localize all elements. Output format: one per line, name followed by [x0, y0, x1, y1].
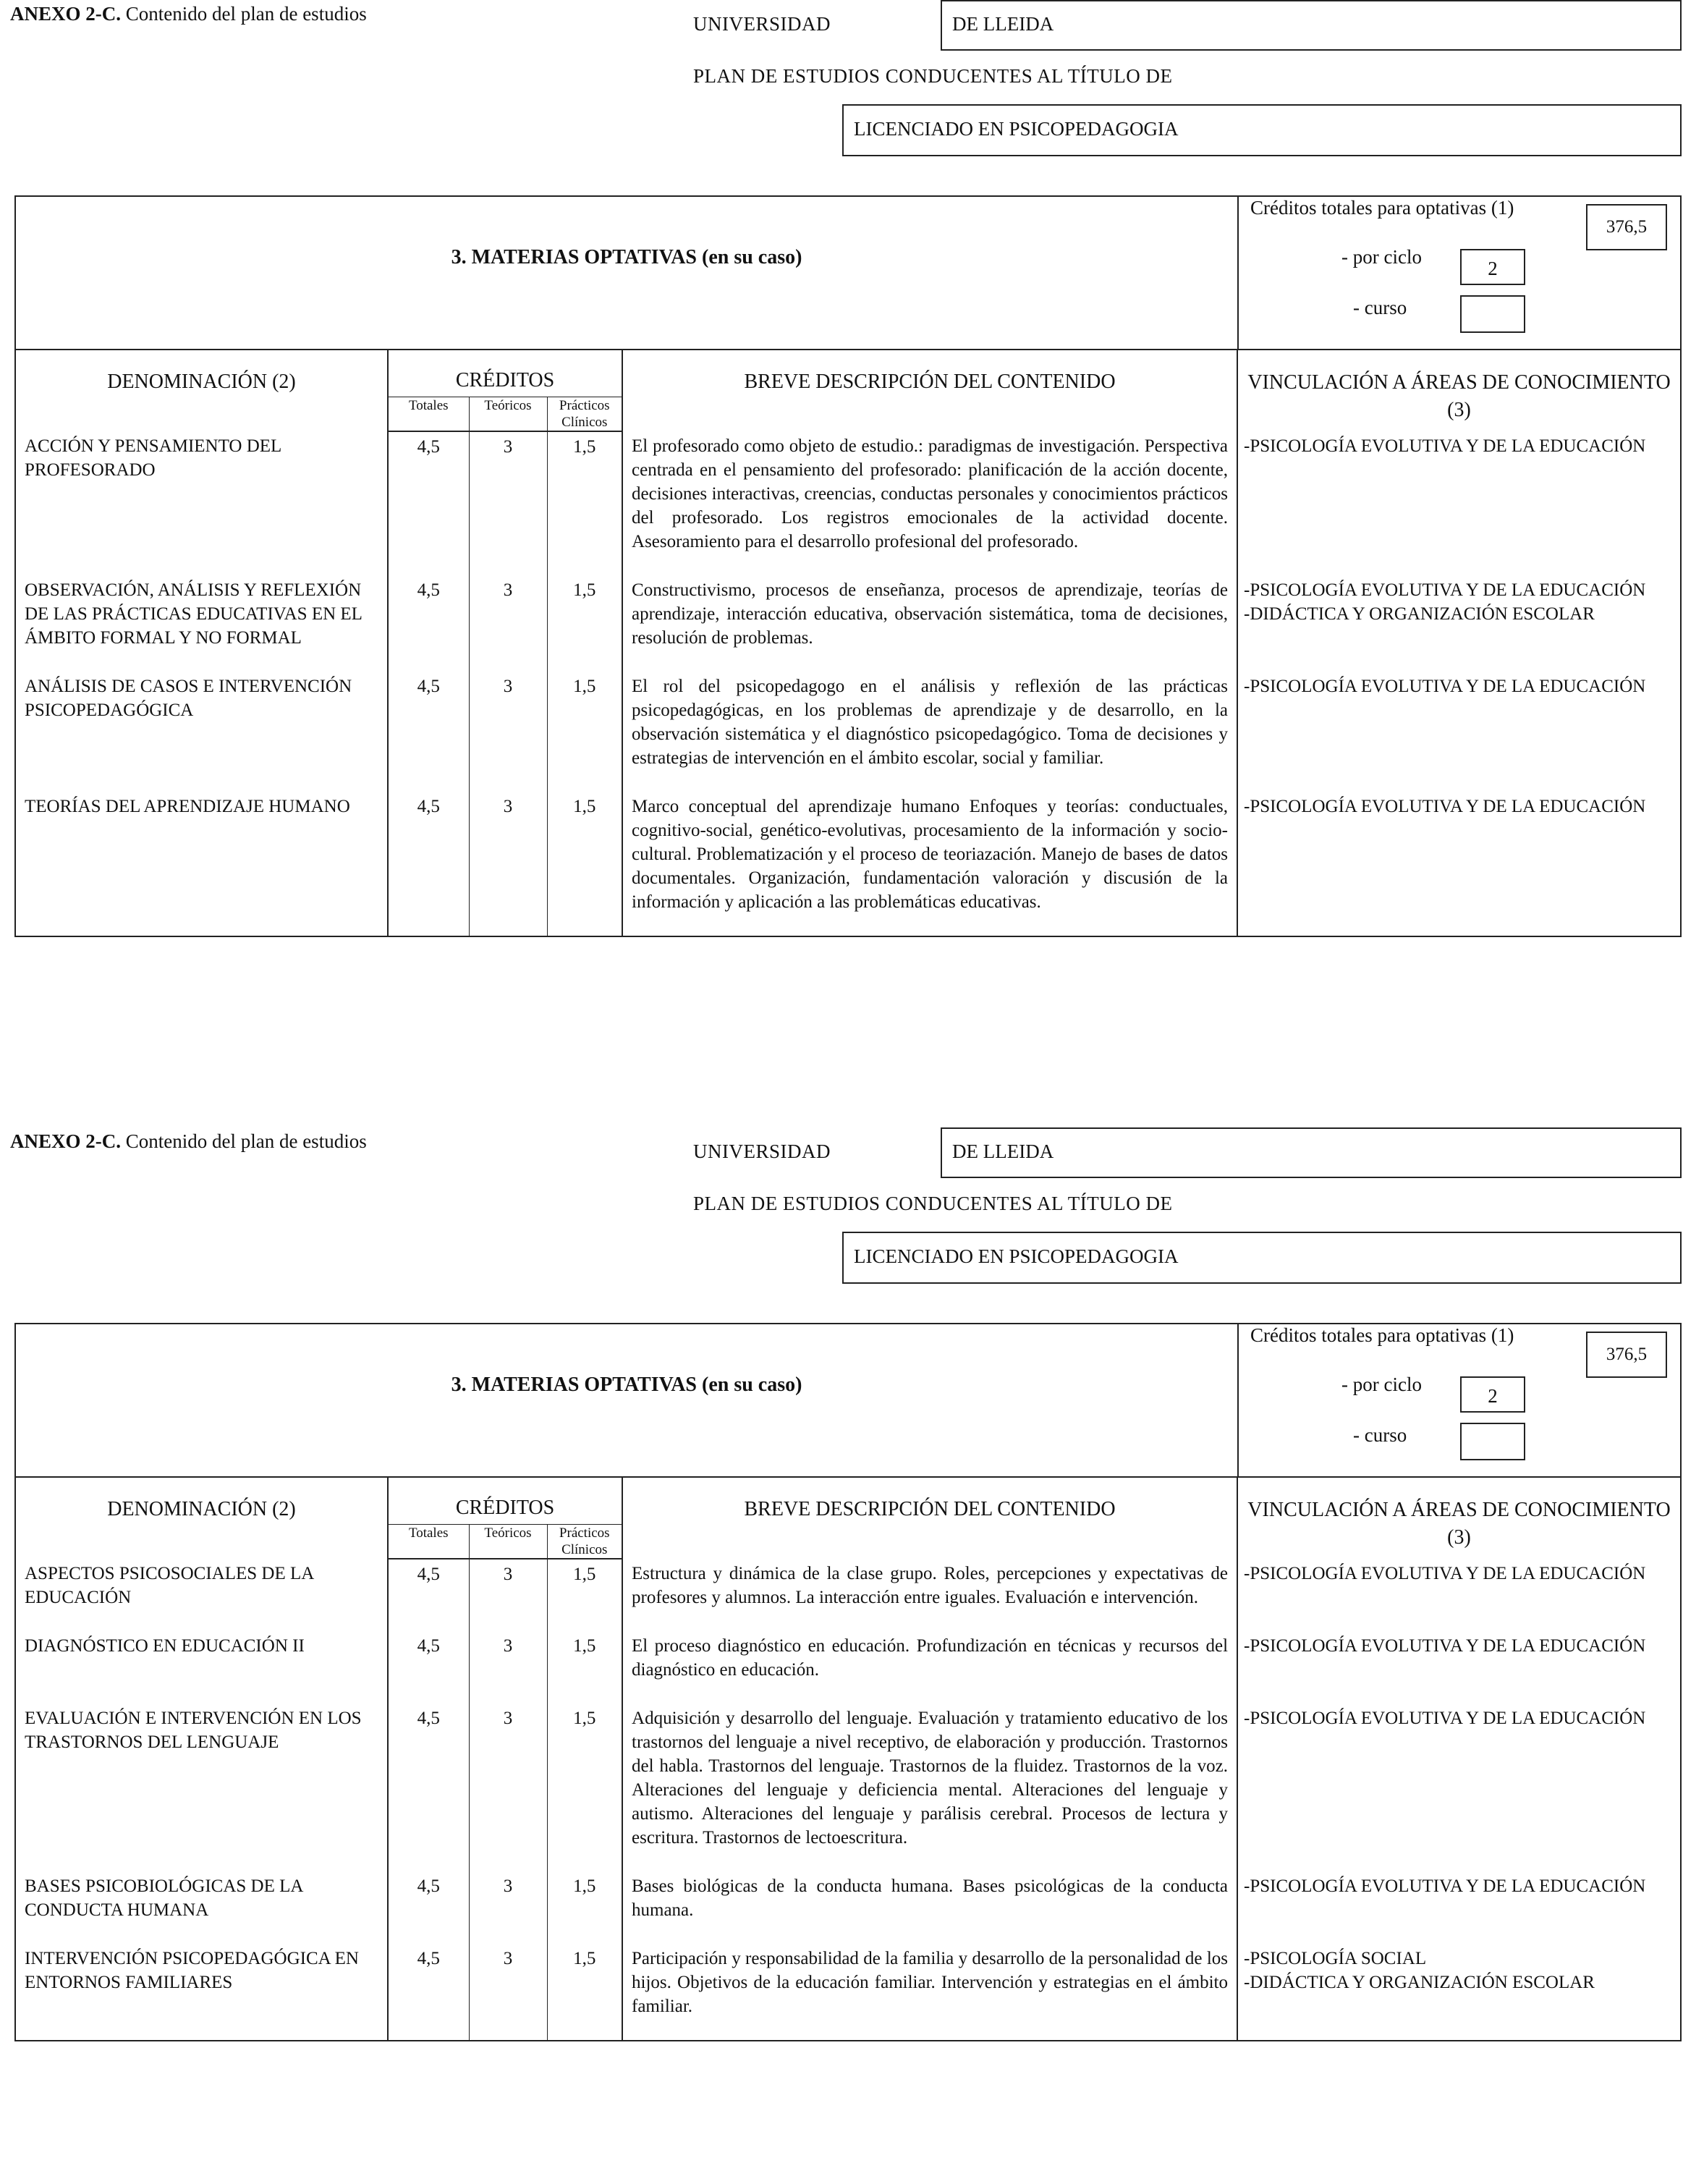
- curso-field: [1460, 295, 1525, 333]
- totales-cell: 4,5: [388, 1631, 469, 1703]
- titulo-field: LICENCIADO EN PSICOPEDAGOGIA: [842, 104, 1682, 156]
- teoricos-cell: 3: [469, 1559, 547, 1631]
- titulo-field: LICENCIADO EN PSICOPEDAGOGIA: [842, 1232, 1682, 1284]
- denominacion-cell: BASES PSICOBIOLÓGICAS DE LA CONDUCTA HUMANA: [16, 1871, 388, 1944]
- teoricos-cell: 3: [469, 792, 547, 936]
- descripcion-cell: Estructura y dinámica de la clase grupo. Roles, percepciones y expectativas de profesores y alumnos. La interacción entre iguales. Evaluación e intervención.: [622, 1559, 1237, 1631]
- universidad-label: UNIVERSIDAD: [693, 1140, 831, 1162]
- creditos-totales-field: 376,5: [1586, 1332, 1667, 1378]
- practicos-cell: 1,5: [547, 1944, 622, 2040]
- totales-cell: 4,5: [388, 431, 469, 575]
- vinculacion-cell: -PSICOLOGÍA EVOLUTIVA Y DE LA EDUCACIÓN -DIDÁCTICA Y ORGANIZACIÓN ESCOLAR: [1244, 580, 1646, 624]
- creditos-totales-label: Créditos totales para optativas (1): [1250, 197, 1514, 219]
- universidad-label: UNIVERSIDAD: [693, 13, 831, 35]
- por-ciclo-field: 2: [1460, 1376, 1525, 1413]
- col-creditos: CRÉDITOS: [388, 350, 622, 397]
- denominacion-cell: ASPECTOS PSICOSOCIALES DE LA EDUCACIÓN: [16, 1559, 388, 1631]
- plan-label: PLAN DE ESTUDIOS CONDUCENTES AL TÍTULO DE: [693, 1193, 1173, 1214]
- denominacion-cell: OBSERVACIÓN, ANÁLISIS Y REFLEXIÓN DE LAS PRÁCTICAS EDUCATIVAS EN EL ÁMBITO FORMAL Y NO FORMAL: [16, 575, 388, 672]
- vinculacion-cell: -PSICOLOGÍA SOCIAL -DIDÁCTICA Y ORGANIZACIÓN ESCOLAR: [1244, 1949, 1595, 1992]
- materias-rows: [16, 1559, 1680, 2040]
- descripcion-cell: Participación y responsabilidad de la familia y desarrollo de la personalidad de los hijos. Objetivos de la educación familiar. Intervención y estrategias en el ámbito familiar.: [622, 1944, 1237, 2040]
- anexo-text: Contenido del plan de estudios: [121, 1130, 367, 1152]
- table-row: [16, 575, 1680, 672]
- plan-label: PLAN DE ESTUDIOS CONDUCENTES AL TÍTULO DE: [693, 65, 1173, 87]
- col-descripcion: BREVE DESCRIPCIÓN DEL CONTENIDO: [622, 350, 1237, 431]
- col-teoricos: Teóricos: [469, 397, 547, 432]
- anexo-label: ANEXO 2-C.: [10, 1130, 121, 1152]
- creditos-totales-label: Créditos totales para optativas (1): [1250, 1324, 1514, 1346]
- totales-cell: 4,5: [388, 1703, 469, 1871]
- col-vinculacion: VINCULACIÓN A ÁREAS DE CONOCIMIENTO (3): [1247, 371, 1671, 421]
- col-practicos: Prácticos Clínicos: [547, 1525, 622, 1559]
- col-denominacion: DENOMINACIÓN (2): [16, 1478, 388, 1559]
- denominacion-cell: EVALUACIÓN E INTERVENCIÓN EN LOS TRASTORNOS DEL LENGUAJE: [16, 1703, 388, 1871]
- table-row: [16, 431, 1680, 575]
- vinculacion-cell: -PSICOLOGÍA EVOLUTIVA Y DE LA EDUCACIÓN: [1244, 1876, 1646, 1896]
- col-creditos: CRÉDITOS: [388, 1478, 622, 1525]
- curso-label: - curso: [1353, 1424, 1407, 1446]
- vinculacion-cell: -PSICOLOGÍA EVOLUTIVA Y DE LA EDUCACIÓN: [1244, 1564, 1646, 1583]
- curso-label: - curso: [1353, 297, 1407, 318]
- vinculacion-cell: -PSICOLOGÍA EVOLUTIVA Y DE LA EDUCACIÓN: [1244, 1636, 1646, 1656]
- por-ciclo-field: 2: [1460, 249, 1525, 285]
- denominacion-cell: DIAGNÓSTICO EN EDUCACIÓN II: [16, 1631, 388, 1703]
- vinculacion-cell: -PSICOLOGÍA EVOLUTIVA Y DE LA EDUCACIÓN: [1244, 797, 1646, 816]
- header-divider: [1237, 1324, 1239, 1476]
- descripcion-cell: Bases biológicas de la conducta humana. Bases psicológicas de la conducta humana.: [622, 1871, 1237, 1944]
- table-row: [16, 1703, 1680, 1871]
- anexo-heading: [10, 1130, 367, 1153]
- descripcion-cell: Marco conceptual del aprendizaje humano Enfoques y teorías: conductuales, cognitivo-social, genético-evolutivas, procesamiento de la información y socio-cultural. Problematización y el proceso de teoriazación. Manejo de bases de datos documentales. Organización, fundamentación valoración y discusión de la información y aplicación a las problemáticas educativas.: [622, 792, 1237, 936]
- col-denominacion: DENOMINACIÓN (2): [16, 350, 388, 431]
- section-title: 3. MATERIAS OPTATIVAS (en su caso): [451, 246, 802, 268]
- optativas-grid: [14, 1323, 1682, 2041]
- anexo-text: Contenido del plan de estudios: [121, 3, 367, 25]
- por-ciclo-label: - por ciclo: [1341, 246, 1422, 268]
- practicos-cell: 1,5: [547, 792, 622, 936]
- universidad-field: DE LLEIDA: [941, 0, 1682, 51]
- materias-table: [16, 1478, 1680, 2040]
- anexo-label: ANEXO 2-C.: [10, 3, 121, 25]
- table-row: [16, 1631, 1680, 1703]
- practicos-cell: 1,5: [547, 1631, 622, 1703]
- teoricos-cell: 3: [469, 1871, 547, 1944]
- table-row: [16, 672, 1680, 792]
- teoricos-cell: 3: [469, 431, 547, 575]
- practicos-cell: 1,5: [547, 431, 622, 575]
- denominacion-cell: INTERVENCIÓN PSICOPEDAGÓGICA EN ENTORNOS FAMILIARES: [16, 1944, 388, 2040]
- section-header: [16, 1324, 1680, 1478]
- practicos-cell: 1,5: [547, 1871, 622, 1944]
- table-row: [16, 1871, 1680, 1944]
- totales-cell: 4,5: [388, 575, 469, 672]
- materias-rows: [16, 431, 1680, 936]
- teoricos-cell: 3: [469, 1631, 547, 1703]
- totales-cell: 4,5: [388, 1559, 469, 1631]
- table-row: [16, 1944, 1680, 2040]
- col-practicos: Prácticos Clínicos: [547, 397, 622, 432]
- teoricos-cell: 3: [469, 1703, 547, 1871]
- teoricos-cell: 3: [469, 1944, 547, 2040]
- vinculacion-cell: -PSICOLOGÍA EVOLUTIVA Y DE LA EDUCACIÓN: [1244, 436, 1646, 456]
- totales-cell: 4,5: [388, 792, 469, 936]
- col-teoricos: Teóricos: [469, 1525, 547, 1559]
- totales-cell: 4,5: [388, 1944, 469, 2040]
- practicos-cell: 1,5: [547, 1703, 622, 1871]
- section-title: 3. MATERIAS OPTATIVAS (en su caso): [451, 1374, 802, 1396]
- denominacion-cell: TEORÍAS DEL APRENDIZAJE HUMANO: [16, 792, 388, 936]
- practicos-cell: 1,5: [547, 1559, 622, 1631]
- header-divider: [1237, 197, 1239, 349]
- anexo-heading: [10, 3, 367, 25]
- descripcion-cell: El rol del psicopedagogo en el análisis y reflexión de las prácticas psicopedagógicas, en los problemas de aprendizaje y de desarrollo, en la observación sistemática y el diagnóstico psicopedagógico. Toma de decisiones y estrategias de intervención en el ámbito escolar, social y familiar.: [622, 672, 1237, 792]
- por-ciclo-label: - por ciclo: [1341, 1374, 1422, 1395]
- materias-table: [16, 350, 1680, 936]
- teoricos-cell: 3: [469, 575, 547, 672]
- universidad-field: DE LLEIDA: [941, 1127, 1682, 1178]
- table-row: [16, 1559, 1680, 1631]
- section-header: [16, 197, 1680, 350]
- descripcion-cell: Constructivismo, procesos de enseñanza, procesos de aprendizaje, teorías de aprendizaje, interacción educativa, observación sistemática, toma de decisiones, resolución de problemas.: [622, 575, 1237, 672]
- denominacion-cell: ANÁLISIS DE CASOS E INTERVENCIÓN PSICOPEDAGÓGICA: [16, 672, 388, 792]
- descripcion-cell: El profesorado como objeto de estudio.: paradigmas de investigación. Perspectiva centrada en el pensamiento del profesorado: planificación de la acción docente, decisiones interactivas, creencias, conductas personales y conocimientos prácticos del profesorado. Los registros emocionales de la actividad docente. Asesoramiento para el desarrollo profesional del profesorado.: [622, 431, 1237, 575]
- optativas-grid: [14, 195, 1682, 937]
- table-row: [16, 792, 1680, 936]
- teoricos-cell: 3: [469, 672, 547, 792]
- descripcion-cell: Adquisición y desarrollo del lenguaje. Evaluación y tratamiento educativo de los trastornos del lenguaje a nivel receptivo, de elaboración y producción. Trastornos del habla. Trastornos del lenguaje. Trastornos de la fluidez. Trastornos de la voz. Alteraciones del lenguaje y deficiencia mental. Alteraciones del lenguaje y autismo. Alteraciones del lenguaje y parálisis cerebral. Procesos de lectura y escritura. Trastornos de lectoescritura.: [622, 1703, 1237, 1871]
- vinculacion-cell: -PSICOLOGÍA EVOLUTIVA Y DE LA EDUCACIÓN: [1244, 677, 1646, 696]
- col-descripcion: BREVE DESCRIPCIÓN DEL CONTENIDO: [622, 1478, 1237, 1559]
- col-totales: Totales: [388, 397, 469, 432]
- totales-cell: 4,5: [388, 672, 469, 792]
- creditos-totales-field: 376,5: [1586, 204, 1667, 250]
- descripcion-cell: El proceso diagnóstico en educación. Profundización en técnicas y recursos del diagnóstico en educación.: [622, 1631, 1237, 1703]
- col-vinculacion: VINCULACIÓN A ÁREAS DE CONOCIMIENTO (3): [1247, 1499, 1671, 1549]
- practicos-cell: 1,5: [547, 672, 622, 792]
- practicos-cell: 1,5: [547, 575, 622, 672]
- vinculacion-cell: -PSICOLOGÍA EVOLUTIVA Y DE LA EDUCACIÓN: [1244, 1709, 1646, 1728]
- denominacion-cell: ACCIÓN Y PENSAMIENTO DEL PROFESORADO: [16, 431, 388, 575]
- totales-cell: 4,5: [388, 1871, 469, 1944]
- col-totales: Totales: [388, 1525, 469, 1559]
- curso-field: [1460, 1423, 1525, 1460]
